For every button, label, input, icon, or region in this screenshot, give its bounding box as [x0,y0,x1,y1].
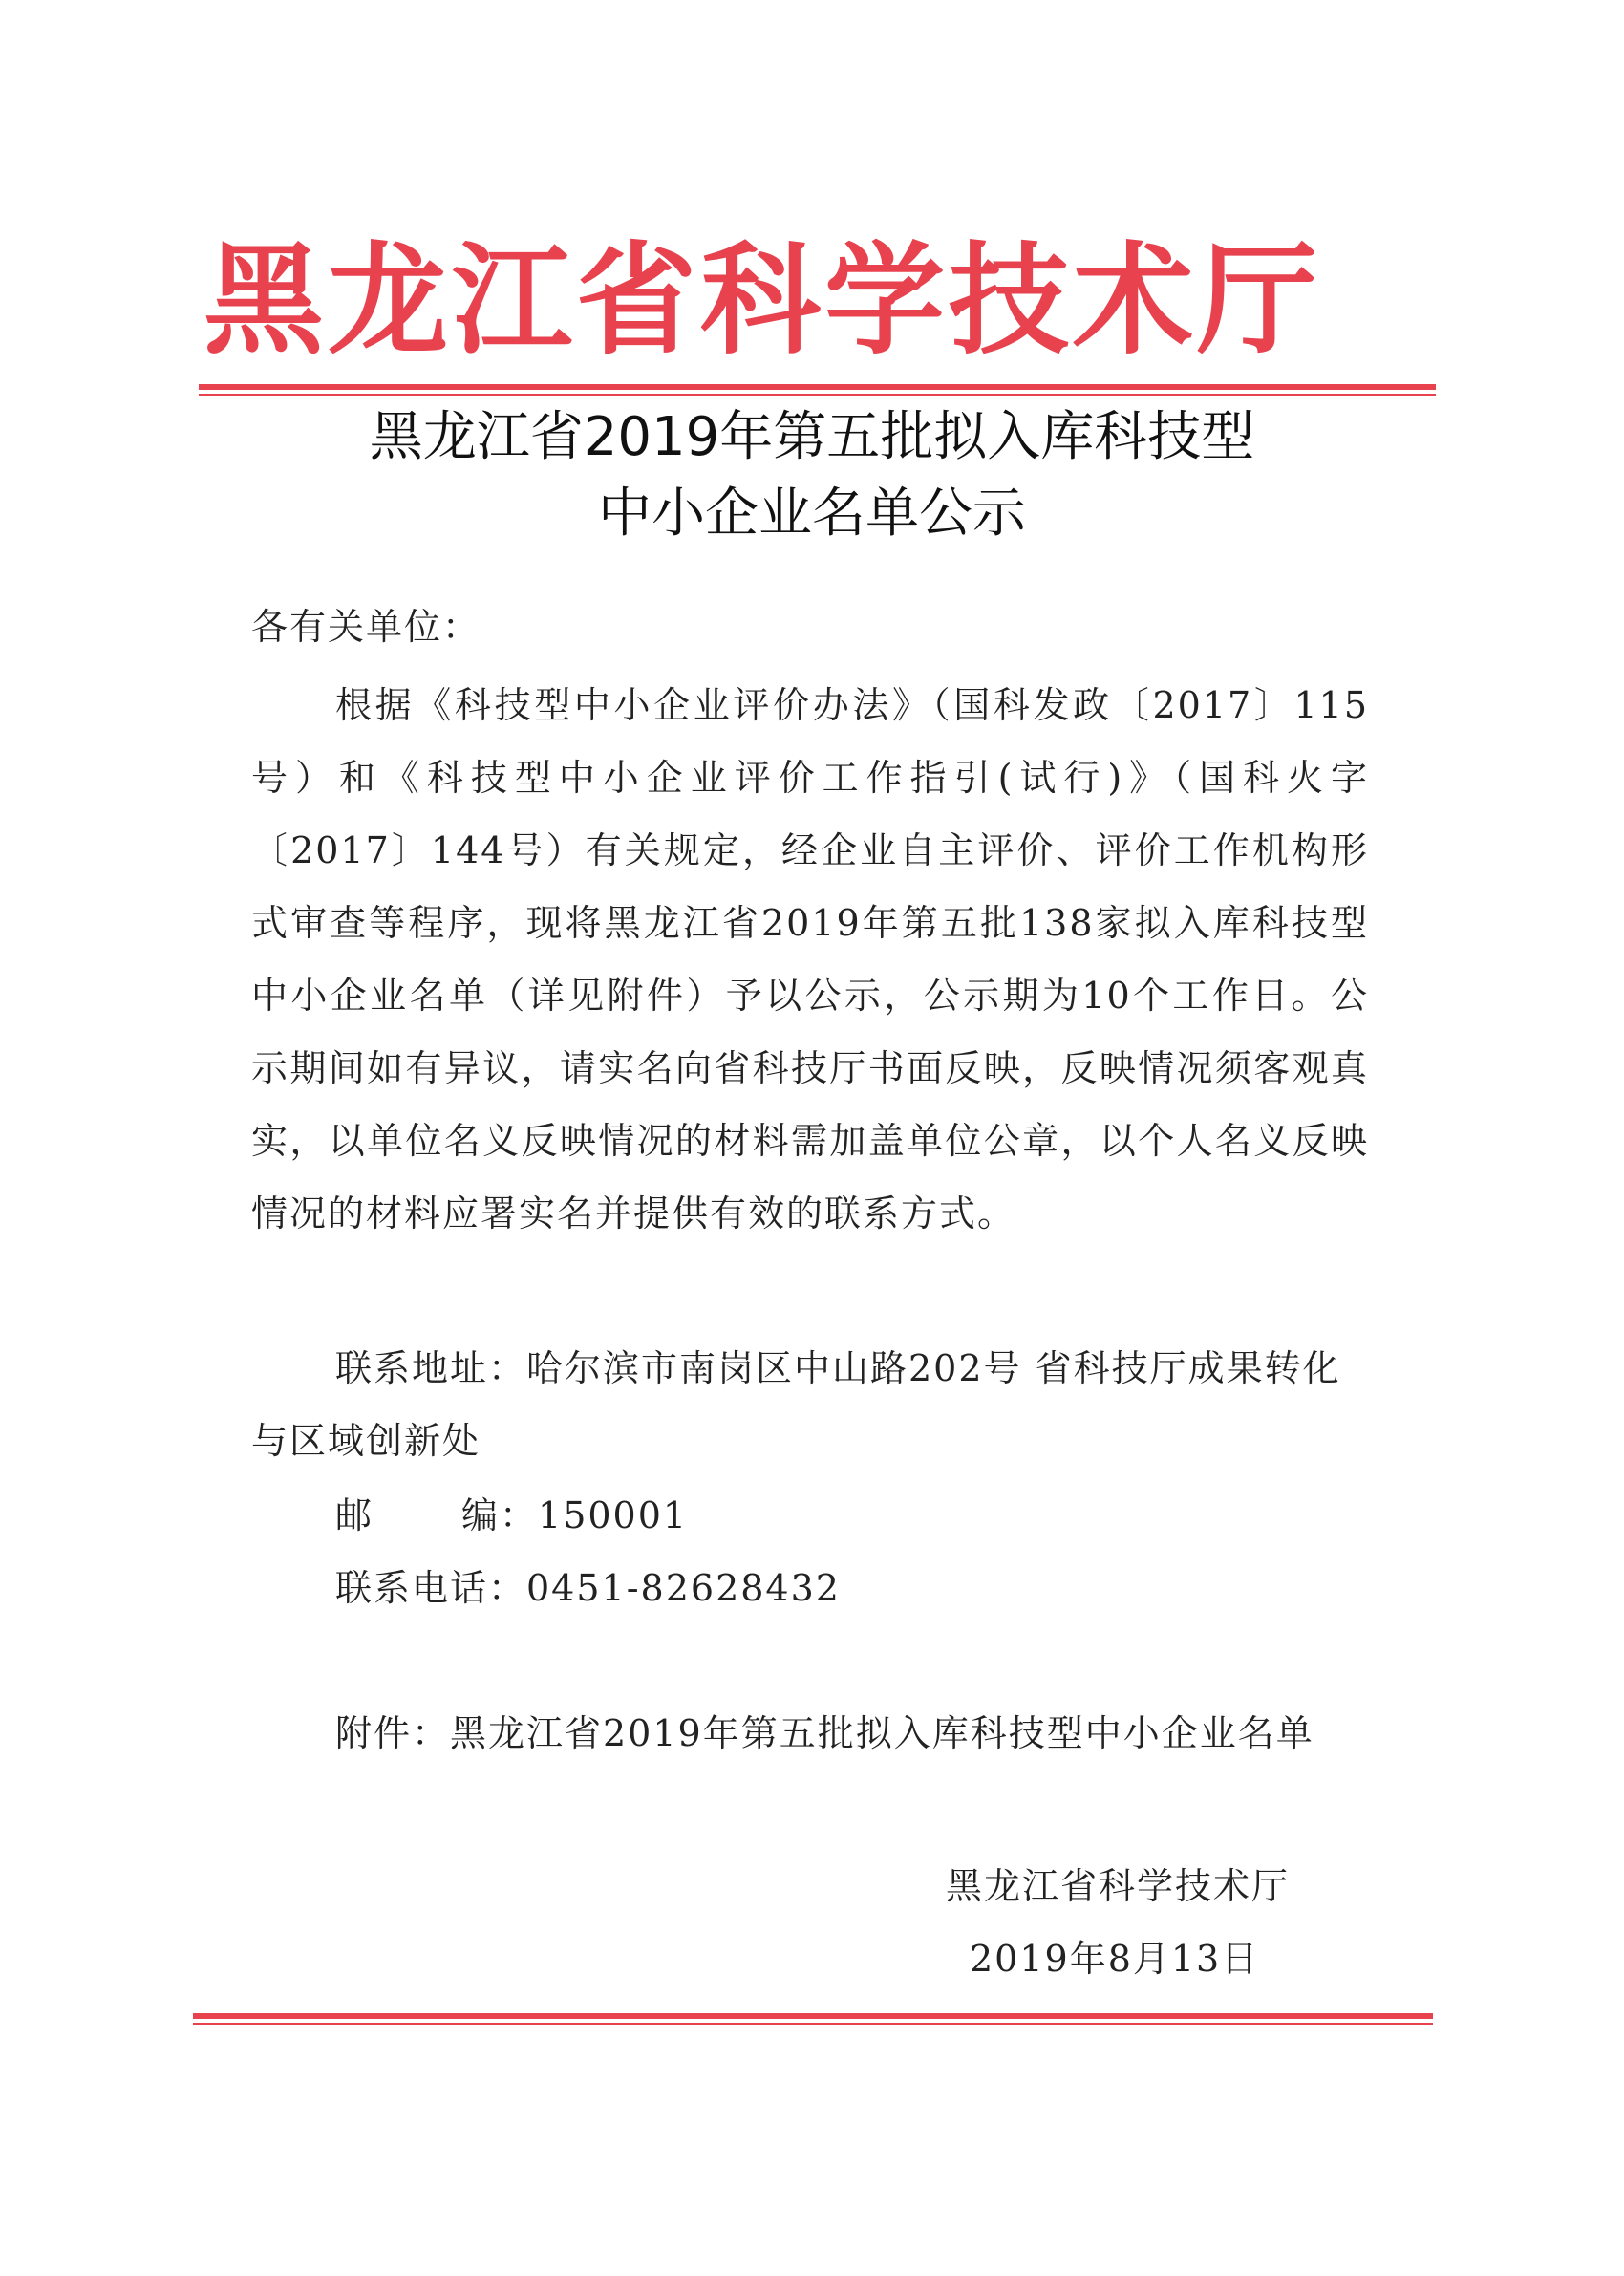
footer-thin-line [193,2023,1433,2025]
postcode-value: 150001 [538,1494,689,1536]
divider-thin-line [199,394,1436,396]
title-line-2: 中小企业名单公示 [598,483,1026,545]
signature-date: 2019年8月13日 [970,1938,1260,1980]
contact-address: 联系地址：哈尔滨市南岗区中山路202号 省科技厅成果转化与区域创新处 [251,1347,1341,1462]
salutation: 各有关单位： [251,606,481,648]
postcode-label-b: 编： [461,1494,539,1536]
footer-divider [193,2013,1433,2029]
signature-organization: 黑龙江省科学技术厅 [946,1865,1291,1907]
postcode-line [335,1479,688,1552]
attachment-line: 附件：黑龙江省2019年第五批拟入库科技型中小企业名单 [335,1712,1314,1754]
footer-thick-line [193,2013,1433,2019]
contact-phone: 联系电话：0451-82628432 [335,1567,841,1609]
postcode-label-a: 邮 [335,1494,374,1536]
document-title [239,399,1385,552]
main-paragraph: 根据《科技型中小企业评价办法》（国科发政〔2017〕115号）和《科技型中小企业评价工作指引(试行)》（国科火字〔2017〕144号）有关规定，经企业自主评价、评价工作机构形式审查等程序，现将黑龙江省2019年第五批138家拟入库科技型中小企业名单（详见附件）予以公示，公示期为10个工作日。公示期间如有异议，请实名向省科技厅书面反映，反映情况须客观真实，以单位名义反映情况的材料需加盖单位公章，以个人名义反映情况的材料应署实名并提供有效的联系方式。 [251,684,1369,1235]
masthead-title: 黑龙江省科学技术厅 [203,230,1321,371]
title-line-1: 黑龙江省2019年第五批拟入库科技型 [369,406,1255,468]
divider-thick-line [199,384,1436,390]
masthead-divider [199,384,1436,399]
